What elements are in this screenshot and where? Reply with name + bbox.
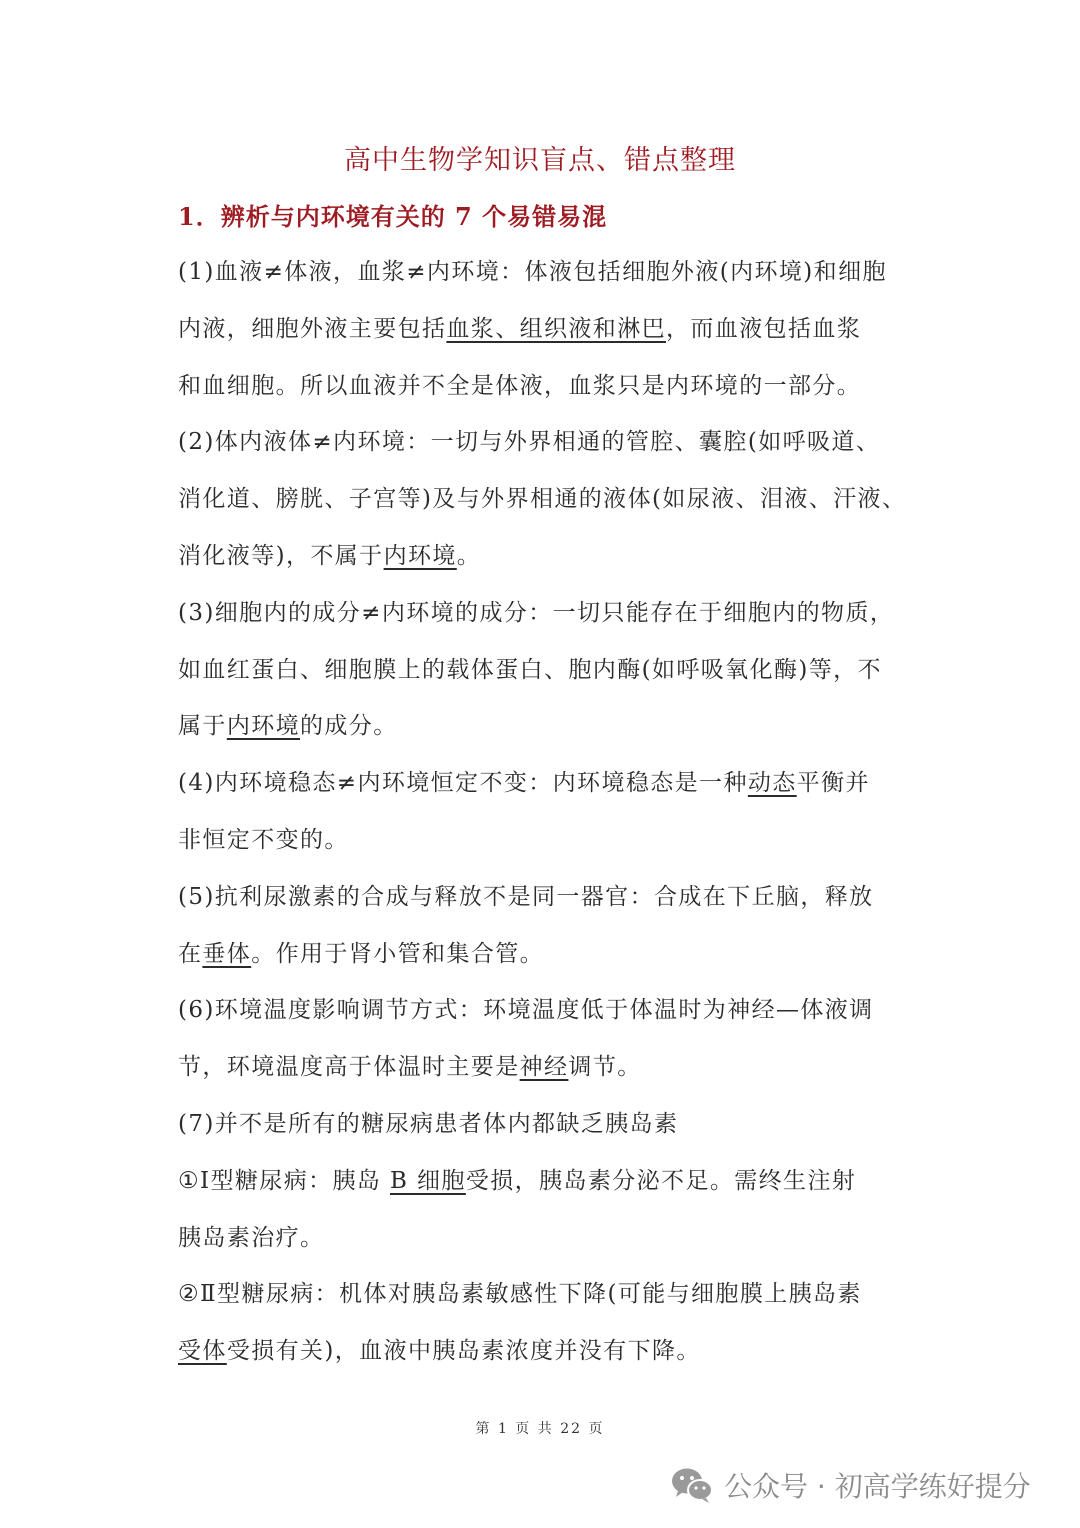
underlined-keyword: 内环境 — [383, 543, 457, 569]
text-segment: (6)环境温度影响调节方式：环境温度低于体温时为神经—体液调 — [178, 997, 874, 1024]
watermark-text: 公众号 · 初高学练好提分 — [724, 1470, 1031, 1503]
text-line — [178, 650, 906, 690]
text-line — [178, 990, 906, 1030]
text-line — [178, 366, 906, 406]
text-segment: ②Ⅱ型糖尿病：机体对胰岛素敏感性下降(可能与细胞膜上胰岛素 — [178, 1281, 862, 1308]
text-segment: (3)细胞内的成分≠内环境的成分：一切只能存在于细胞内的物质， — [178, 599, 895, 626]
wechat-icon — [670, 1465, 714, 1505]
underlined-keyword: 神经 — [519, 1054, 569, 1081]
text-segment: (4)内环境稳态≠内环境恒定不变：内环境稳态是一种 — [178, 770, 748, 797]
text-line — [178, 934, 906, 974]
text-line — [178, 1104, 906, 1144]
text-segment: ①Ⅰ型糖尿病：胰岛 — [178, 1167, 391, 1194]
underlined-keyword: 动态 — [747, 770, 797, 797]
text-segment: 如血红蛋白、细胞膜上的载体蛋白、胞内酶(如呼吸氧化酶)等，不 — [178, 656, 882, 683]
page-footer: 第 1 页 共 22 页 — [475, 1421, 605, 1437]
text-line — [178, 763, 906, 803]
text-segment: 平衡并 — [796, 770, 870, 797]
text-line — [178, 422, 906, 462]
text-line — [178, 1218, 906, 1258]
text-line — [178, 1161, 906, 1201]
text-segment: 消化道、膀胱、子宫等)及与外界相通的液体(如尿液、泪液、汗液、 — [178, 486, 906, 513]
text-segment: (1)血液≠体液，血浆≠内环境：体液包括细胞外液(内环境)和细胞 — [178, 259, 887, 285]
text-segment: 属于 — [178, 713, 227, 740]
text-segment: 。作用于肾小管和集合管。 — [251, 940, 545, 967]
text-segment: 调节。 — [568, 1054, 642, 1081]
underlined-keyword: 受体 — [178, 1338, 227, 1365]
text-segment: (7)并不是所有的糖尿病患者体内都缺乏胰岛素 — [178, 1111, 679, 1137]
text-line — [178, 706, 906, 746]
text-segment: 的成分。 — [300, 713, 398, 740]
text-segment: 非恒定不变的。 — [178, 827, 349, 853]
text-segment: 在 — [178, 940, 203, 967]
text-segment: 节，环境温度高于体温时主要是 — [178, 1054, 520, 1081]
text-segment: ，而血液包括血浆 — [666, 315, 862, 342]
text-segment: (2)体内液体≠内环境：一切与外界相通的管腔、囊腔(如呼吸道、 — [178, 429, 881, 456]
text-segment: 受损有关)，血液中胰岛素浓度并没有下降。 — [226, 1338, 701, 1365]
underlined-keyword: 血浆、组织液和淋巴 — [446, 315, 667, 342]
text-segment: 和血细胞。所以血液并不全是体液，血浆只是内环境的一部分。 — [178, 372, 862, 399]
text-line — [178, 877, 906, 917]
text-segment: 内液，细胞外液主要包括 — [178, 315, 447, 342]
document-title: 高中生物学知识盲点、错点整理 — [344, 145, 736, 176]
underlined-keyword: 内环境 — [226, 713, 301, 740]
text-line — [178, 1274, 906, 1314]
underlined-keyword: 垂体 — [202, 940, 252, 967]
text-line — [178, 536, 906, 576]
text-line — [178, 479, 906, 519]
watermark — [670, 1463, 1031, 1507]
text-line — [178, 593, 906, 633]
text-line — [178, 309, 906, 349]
section-heading: 1．辨析与内环境有关的 7 个易错易混 — [178, 202, 608, 231]
text-segment: 胰岛素治疗。 — [178, 1224, 325, 1251]
text-segment: 消化液等)，不属于 — [178, 543, 384, 569]
text-line — [178, 820, 906, 860]
text-line — [178, 1331, 906, 1371]
text-segment: 。 — [456, 543, 482, 569]
text-segment: 受损，胰岛素分泌不足。需终生注射 — [465, 1167, 857, 1194]
text-line — [178, 1047, 906, 1087]
text-segment: (5)抗利尿激素的合成与释放不是同一器官：合成在下丘脑，释放 — [178, 883, 874, 910]
underlined-keyword: B 细胞 — [390, 1167, 466, 1194]
text-line — [178, 252, 906, 292]
